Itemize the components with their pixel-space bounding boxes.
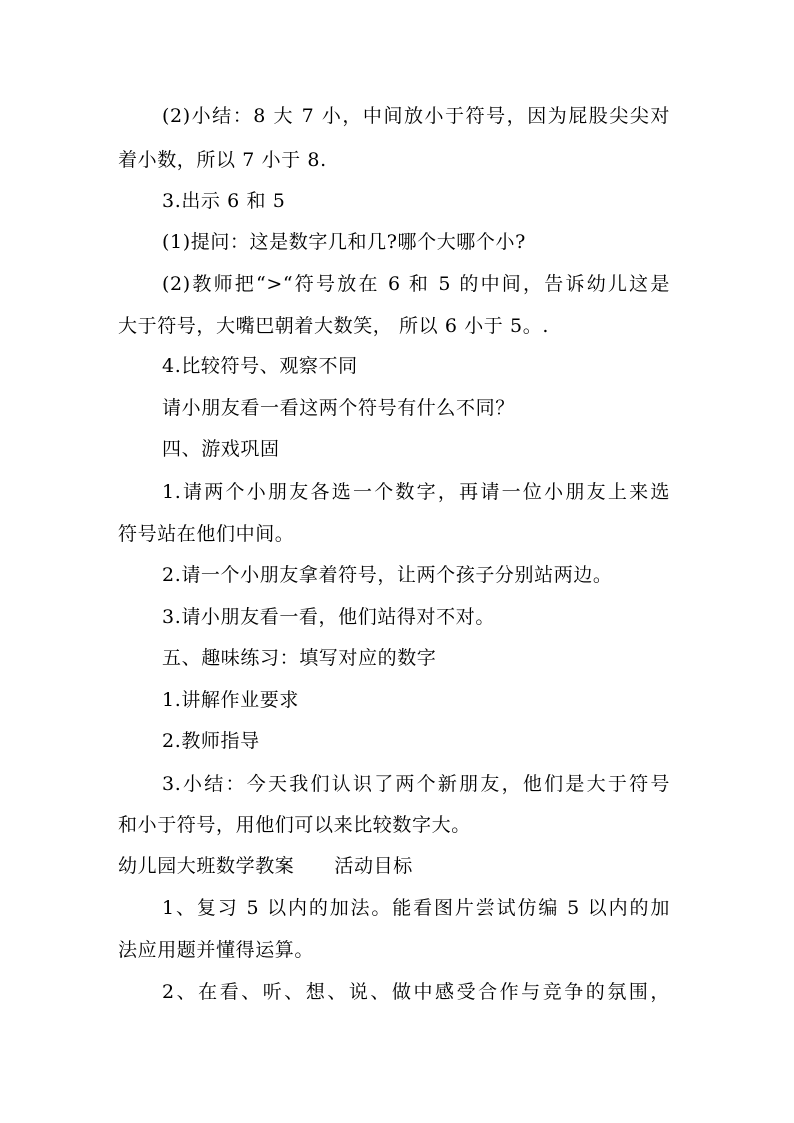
section-heading: 3.出示 6 和 5 [162, 190, 286, 212]
section-heading: 4.比较符号、观察不同 [162, 355, 358, 377]
paragraph-line: 着小数，所以 7 小于 8. [118, 149, 327, 171]
section-heading: 四、游戏巩固 [162, 438, 280, 460]
paragraph-line: (1)提问：这是数字几和几?哪个大哪个小? [162, 231, 526, 253]
paragraph-line: 1.讲解作业要求 [162, 689, 299, 711]
paragraph-line: 2.请一个小朋友拿着符号，让两个孩子分别站两边。 [162, 564, 613, 586]
paragraph-line: 大于符号，大嘴巴朝着大数笑， 所以 6 小于 5。. [118, 315, 549, 337]
paragraph-line: 1、复习 5 以内的加法。能看图片尝试仿编 5 以内的加 [162, 897, 670, 919]
paragraph-line: 1.请两个小朋友各选一个数字，再请一位小朋友上来选 [162, 481, 670, 503]
section-title: 活动目标 [334, 855, 413, 877]
paragraph-line: (2)小结：8 大 7 小，中间放小于符号，因为屁股尖尖对 [162, 105, 670, 127]
paragraph-line: 符号站在他们中间。 [118, 523, 295, 545]
paragraph-line: 2.教师指导 [162, 730, 260, 752]
paragraph-line: 和小于符号，用他们可以来比较数字大。 [118, 814, 471, 836]
paragraph-line: (2)教师把“>“符号放在 6 和 5 的中间，告诉幼儿这是 [162, 273, 670, 295]
paragraph-line: 3.请小朋友看一看，他们站得对不对。 [162, 606, 495, 628]
paragraph-line: 法应用题并懂得运算。 [118, 939, 315, 961]
document-title: 幼儿园大班数学教案 [118, 855, 295, 877]
section-heading: 五、趣味练习：填写对应的数字 [162, 647, 437, 669]
paragraph-line: 2、在看、听、想、说、做中感受合作与竞争的氛围， [162, 981, 670, 1003]
paragraph-line: 3.小结：今天我们认识了两个新朋友，他们是大于符号 [162, 773, 670, 795]
paragraph-line: 请小朋友看一看这两个符号有什么不同？ [162, 397, 515, 419]
document-title-line [118, 854, 413, 878]
